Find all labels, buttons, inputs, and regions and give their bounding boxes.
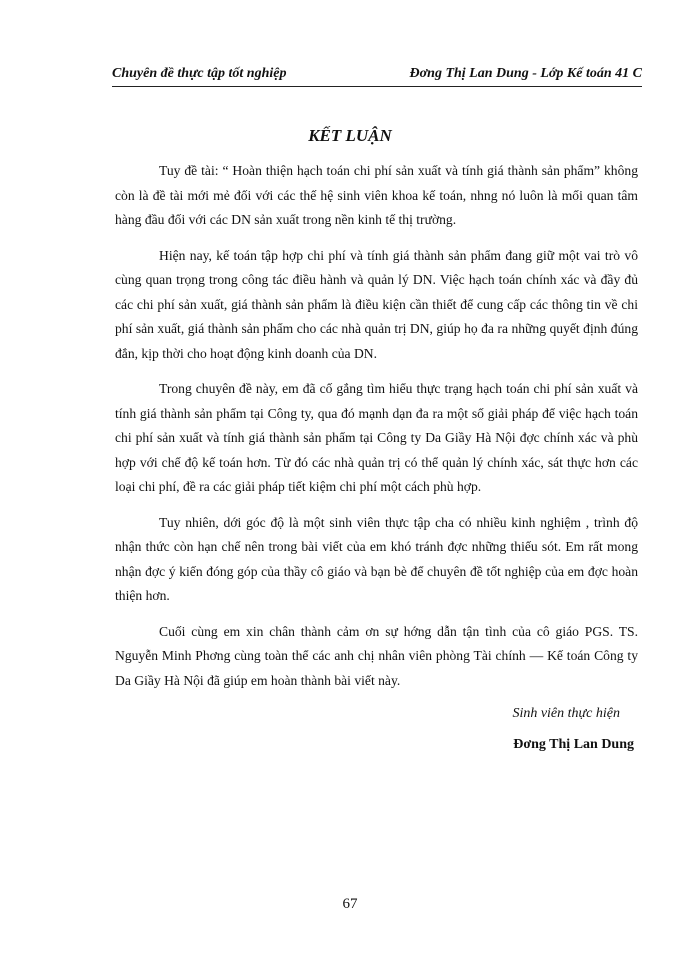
page-header [112,64,642,87]
section-title: KẾT LUẬN [308,126,392,145]
paragraph: Cuối cùng em xin chân thành cảm ơn sự hớng dẫn tận tình của cô giáo PGS. TS. Nguyễn Minh Phơng cùng toàn thể các anh chị nhân viên phòng Tài chính — Kế toán Công ty Da Giầy Hà Nội đã giúp em hoàn thành bài viết này. [115,623,638,688]
header-left-title: Chuyên đề thực tập tốt nghiệp [112,66,287,81]
signature-name: Đơng Thị Lan Dung [513,737,634,752]
paragraph: Hiện nay, kế toán tập hợp chi phí và tính giá thành sản phẩm đang giữ một vai trò vô cùng quan trọng trong công tác điều hành và quản lý DN. Việc hạch toán chính xác và đầy đủ các chi phí sản xuất, giá thành sản phẩm là điều kiện cần thiết để cung cấp các thông tin về chi phí sản xuất, giá thành sản phẩm cho các nhà quản trị DN, giúp họ đa ra những quyết định đúng đắn, kịp thời cho hoạt động kinh doanh của DN. [115,247,638,361]
signature-role: Sinh viên thực hiện [512,706,620,721]
body-text [115,159,638,704]
page-number: 67 [342,896,358,912]
header-right-author: Đơng Thị Lan Dung - Lớp Kế toán 41 C [409,66,642,81]
paragraph: Trong chuyên đề này, em đã cố gắng tìm hiểu thực trạng hạch toán chi phí sản xuất và tính giá thành sản phẩm tại Công ty, qua đó mạnh dạn đa ra một số giải pháp để việc hạch toán chi phí sản xuất và tính giá thành sản phẩm tại Công ty Da Giầy Hà Nội đợc chính xác và phù hợp với chế độ kế toán hơn. Từ đó các nhà quản trị có thể quản lý chính xác, sát thực hơn các loại chi phí, đề ra các giải pháp tiết kiệm chi phí một cách phù hợp. [115,381,638,494]
paragraph: Tuy nhiên, dới góc độ là một sinh viên thực tập cha có nhiều kinh nghiệm , trình độ nhận thức còn hạn chế nên trong bài viết của em khó tránh đợc những thiếu sót. Em rất mong nhận đợc ý kiến đóng góp của thầy cô giáo và bạn bè để chuyên đề tốt nghiệp của em đợc hoàn thiện hơn. [115,514,638,603]
paragraph: Tuy đề tài: “ Hoàn thiện hạch toán chi phí sản xuất và tính giá thành sản phẩm” không còn là đề tài mới mẻ đối với các thế hệ sinh viên khoa kế toán, nhng nó luôn là mối quan tâm hàng đầu đối với các DN sản xuất trong nền kinh tế thị trường. [115,163,638,227]
